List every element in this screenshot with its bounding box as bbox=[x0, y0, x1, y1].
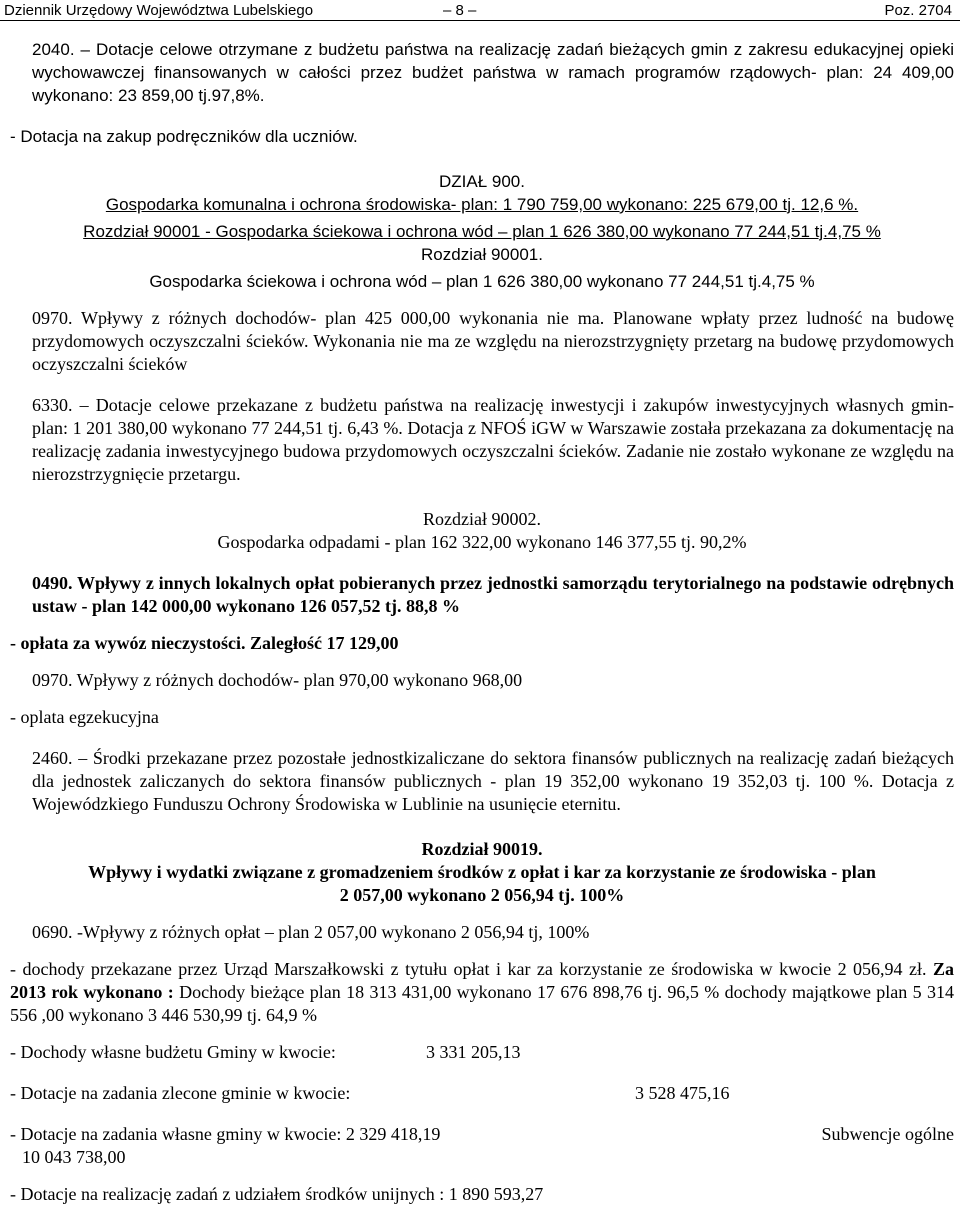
rozdzial-90002-subtitle: Gospodarka odpadami - plan 162 322,00 wykonano 146 377,55 tj. 90,2% bbox=[217, 532, 747, 552]
paragraph-oplata-wywoz: - opłata za wywóz nieczystości. Zaległość 17 129,00 bbox=[10, 633, 399, 653]
summary-dotacje-zlecone bbox=[10, 1082, 954, 1105]
summary-dochody-wlasne-value: 3 331 205,13 bbox=[426, 1042, 521, 1062]
paragraph-2040: 2040. – Dotacje celowe otrzymane z budżetu państwa na realizację zadań bieżących gmin z zakresu edukacyjnej opieki wychowawczej finansowanych w całości przez budżet państwa w ramach programów rządowych- plan: 24 409,00 wykonano: 23 859,00 tj.97,8%. bbox=[32, 40, 954, 105]
header-rule bbox=[0, 20, 960, 21]
rozdzial-90019-subtitle-1: Wpływy i wydatki związane z gromadzeniem środków z opłat i kar za korzystanie ze środowiska - plan bbox=[88, 862, 876, 882]
summary-dochody-wlasne bbox=[10, 1041, 954, 1064]
dochody-text-bold: Za 2013 rok wykonano : bbox=[10, 959, 954, 1002]
rozdzial-90001-title: Rozdział 90001. bbox=[421, 245, 543, 264]
summary-dotacje-zlecone-label: - Dotacje na zadania zlecone gminie w kwocie: bbox=[10, 1083, 351, 1103]
position-number: Poz. 2704 bbox=[884, 2, 952, 19]
rozdzial-90001-subtitle: Gospodarka ściekowa i ochrona wód – plan 1 626 380,00 wykonano 77 244,51 tj.4,75 % bbox=[149, 272, 815, 291]
paragraph-oplata-egzekucyjna: - oplata egzekucyjna bbox=[10, 707, 159, 727]
rozdzial-90019-title: Rozdział 90019. bbox=[421, 839, 543, 859]
page-number: – 8 – bbox=[443, 2, 477, 19]
summary-dotacje-zlecone-value: 3 528 475,16 bbox=[635, 1083, 730, 1103]
paragraph-90002-0490: 0490. Wpływy z innych lokalnych opłat pobieranych przez jednostki samorządu terytorialnego na podstawie odrębnych ustaw - plan 142 000,00 wykonano 126 057,52 tj. 88,8 % bbox=[32, 573, 954, 616]
paragraph-dochody-przekazane bbox=[10, 958, 954, 1027]
paragraph-podreczniki: - Dotacja na zakup podręczników dla uczniów. bbox=[10, 127, 358, 146]
dzial-900-title: DZIAŁ 900. bbox=[439, 172, 525, 191]
summary-subwencje-label: Subwencje ogólne bbox=[821, 1124, 954, 1144]
dzial-900-rozdzial-line: Rozdział 90001 - Gospodarka ściekowa i ochrona wód – plan 1 626 380,00 wykonano 77 244,51 tj.4,75 % bbox=[83, 222, 881, 241]
summary-dotacje-unijne: - Dotacje na realizację zadań z udziałem środków unijnych : 1 890 593,27 bbox=[10, 1184, 544, 1204]
summary-dotacje-wlasne-gminy bbox=[10, 1123, 954, 1146]
paragraph-90019-0690: 0690. -Wpływy z różnych opłat – plan 2 057,00 wykonano 2 056,94 tj, 100% bbox=[32, 922, 590, 942]
summary-subwencje-value: 10 043 738,00 bbox=[22, 1147, 126, 1167]
rozdzial-90002-title: Rozdział 90002. bbox=[423, 509, 541, 529]
paragraph-90001-6330: 6330. – Dotacje celowe przekazane z budżetu państwa na realizację inwestycji i zakupów inwestycyjnych własnych gmin- plan: 1 201 380,00 wykonano 77 244,51 tj. 6,43 %. Dotacja z NFOŚ iGW w Warszawie została przekazana za dokumentację na realizację zadania inwestycyjnego budowa przydomowych oczyszczalni ścieków. Zadanie nie zostało wykonane ze względu na nierozstrzygnięcie przetargu. bbox=[32, 395, 954, 484]
dochody-text-b: Dochody bieżące plan 18 313 431,00 wykonano 17 676 898,76 tj. 96,5 % dochody majątkowe plan 5 314 556 ,00 wykonano 3 446 530,99 tj. 64,9 % bbox=[10, 982, 954, 1025]
paragraph-90002-2460: 2460. – Środki przekazane przez pozostałe jednostkizaliczane do sektora finansów publicznych na realizację zadań bieżących dla jednostek zaliczanych do sektora finansów publicznych - plan 19 352,00 wykonano 19 352,03 tj. 100 %. Dotacja z Wojewódzkiego Funduszu Ochrony Środowiska w Lublinie na usunięcie eternitu. bbox=[32, 748, 954, 814]
summary-dochody-wlasne-label: - Dochody własne budżetu Gminy w kwocie: bbox=[10, 1042, 336, 1062]
page-header bbox=[0, 0, 960, 22]
journal-title: Dziennik Urzędowy Województwa Lubelskiego bbox=[4, 2, 314, 19]
dochody-text-a: - dochody przekazane przez Urząd Marszałkowski z tytułu opłat i kar za korzystanie ze środowiska w kwocie 2 056,94 zł. bbox=[10, 959, 933, 979]
summary-dotacje-wlasne-gminy-label: - Dotacje na zadania własne gminy w kwocie: 2 329 418,19 bbox=[10, 1124, 441, 1144]
paragraph-90002-0970: 0970. Wpływy z różnych dochodów- plan 970,00 wykonano 968,00 bbox=[32, 670, 523, 690]
rozdzial-90019-subtitle-2: 2 057,00 wykonano 2 056,94 tj. 100% bbox=[339, 885, 625, 905]
dzial-900-subtitle: Gospodarka komunalna i ochrona środowiska- plan: 1 790 759,00 wykonano: 225 679,00 tj. 12,6 %. bbox=[105, 195, 859, 214]
document-body bbox=[10, 38, 954, 1206]
paragraph-90001-0970: 0970. Wpływy z różnych dochodów- plan 425 000,00 wykonania nie ma. Planowane wpłaty przez ludność na budowę przydomowych oczyszczalni ścieków. Wykonania nie ma ze względu na nierozstrzygnięty przetarg na budowę przydomowych oczyszczalni ścieków bbox=[32, 308, 954, 374]
